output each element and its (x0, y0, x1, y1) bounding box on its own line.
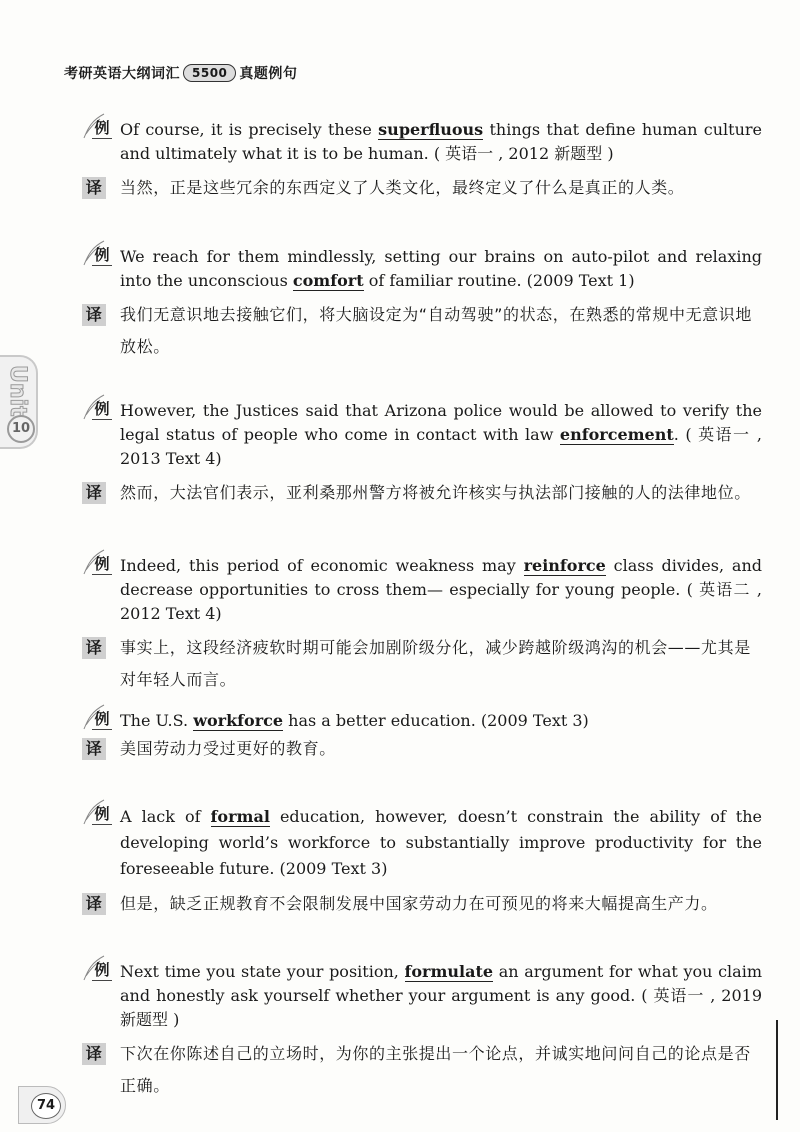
keyword: superfluous (378, 120, 484, 139)
example-sentence (82, 960, 762, 1032)
translation-mark: 译 (82, 1043, 106, 1065)
example-sentence (82, 554, 762, 626)
example-icon (82, 393, 114, 423)
example-sentence (82, 399, 762, 471)
translation-text: 当然，正是这些冗余的东西定义了人类文化，最终定义了什么是真正的人类。 (120, 178, 685, 197)
example-block (82, 118, 762, 204)
example-icon (82, 954, 114, 984)
page-header (64, 62, 297, 84)
example-icon (82, 112, 114, 142)
page-edge-rule (776, 1020, 778, 1120)
translation-mark: 译 (82, 482, 106, 504)
page-number-tab (18, 1086, 66, 1124)
header-title: 考研英语大纲词汇 (64, 66, 180, 82)
translation (82, 1038, 762, 1102)
example-icon (82, 239, 114, 269)
translation-mark: 译 (82, 304, 106, 326)
translation-mark: 译 (82, 738, 106, 760)
example-text-after: things that define human culture and ultimately what it is to be human. ( 英语一 , 2012 新题型 ) (120, 120, 762, 163)
keyword: enforcement (559, 425, 674, 444)
translation (82, 888, 762, 920)
example-text-after: . ( 英语一 , 2013 Text 4) (120, 425, 762, 468)
example-text-before: A lack of (120, 807, 211, 826)
example-text-before: Indeed, this period of economic weakness may (120, 556, 524, 575)
example-icon (82, 548, 114, 578)
example-mark: 例 (92, 554, 112, 575)
example-icon (82, 703, 114, 733)
example-sentence (82, 245, 762, 293)
example-mark: 例 (92, 709, 112, 730)
header-badge: 5500 (183, 64, 236, 82)
translation-mark: 译 (82, 893, 106, 915)
example-text-before: Next time you state your position, (120, 962, 405, 981)
example-mark: 例 (92, 804, 112, 825)
translation-text: 下次在你陈述自己的立场时，为你的主张提出一个论点，并诚实地问问自己的论点是否正确。 (120, 1044, 751, 1095)
example-mark: 例 (92, 245, 112, 266)
example-sentence (82, 118, 762, 166)
translation (82, 299, 762, 363)
example-mark: 例 (92, 960, 112, 981)
example-sentence (82, 804, 762, 882)
example-sentence (82, 709, 762, 733)
translation-text: 事实上，这段经济疲软时期可能会加剧阶级分化，减少跨越阶级鸿沟的机会——尤其是对年轻人而言。 (120, 638, 751, 689)
example-text-after: an argument for what you claim and honestly ask yourself whether your argument is any good. ( 英语一 , 2019 新题型 ) (120, 962, 763, 1029)
example-text-after: education, however, doesn’t constrain the ability of the developing world’s workforce to substantially improve productivity for the foreseeable future. (2009 Text 3) (120, 807, 762, 878)
example-mark: 例 (92, 118, 112, 139)
example-block (82, 245, 762, 363)
example-text-after: class divides, and decrease opportunities to cross them— especially for young people. ( 英语二 , 2012 Text 4) (120, 556, 763, 623)
translation (82, 632, 762, 696)
unit-number: 10 (7, 415, 35, 443)
example-text-after: of familiar routine. (2009 Text 1) (363, 271, 635, 290)
translation-mark: 译 (82, 637, 106, 659)
header-subtitle: 真题例句 (239, 66, 298, 82)
example-block (82, 960, 762, 1102)
example-text-before: However, the Justices said that Arizona police would be allowed to verify the legal status of people who come in contact with law (120, 401, 762, 444)
example-text-before: The U.S. (120, 711, 194, 730)
page-number: 74 (31, 1093, 61, 1119)
example-mark: 例 (92, 399, 112, 420)
keyword: formulate (404, 962, 494, 981)
example-text-before: Of course, it is precisely these (120, 120, 379, 139)
keyword: workforce (193, 711, 284, 730)
keyword: reinforce (523, 556, 606, 575)
unit-tab (0, 355, 38, 449)
translation-text: 然而，大法官们表示，亚利桑那州警方将被允许核实与执法部门接触的人的法律地位。 (120, 483, 751, 502)
translation-text: 但是，缺乏正规教育不会限制发展中国家劳动力在可预见的将来大幅提高生产力。 (120, 894, 718, 913)
example-block (82, 709, 762, 765)
translation-text: 我们无意识地去接触它们，将大脑设定为“自动驾驶”的状态，在熟悉的常规中无意识地放松。 (120, 305, 752, 356)
example-block (82, 554, 762, 696)
example-block (82, 804, 762, 920)
translation-text: 美国劳动力受过更好的教育。 (120, 739, 336, 758)
keyword: formal (210, 807, 270, 826)
example-text-after: has a better education. (2009 Text 3) (283, 711, 589, 730)
translation (82, 172, 762, 204)
unit-label: Unit (5, 365, 30, 417)
translation (82, 733, 762, 765)
example-text-before: We reach for them mindlessly, setting our brains on auto-pilot and relaxing into the unconscious (120, 247, 762, 290)
translation-mark: 译 (82, 177, 106, 199)
translation (82, 477, 762, 509)
keyword: comfort (292, 271, 364, 290)
example-block (82, 399, 762, 509)
example-icon (82, 798, 114, 828)
